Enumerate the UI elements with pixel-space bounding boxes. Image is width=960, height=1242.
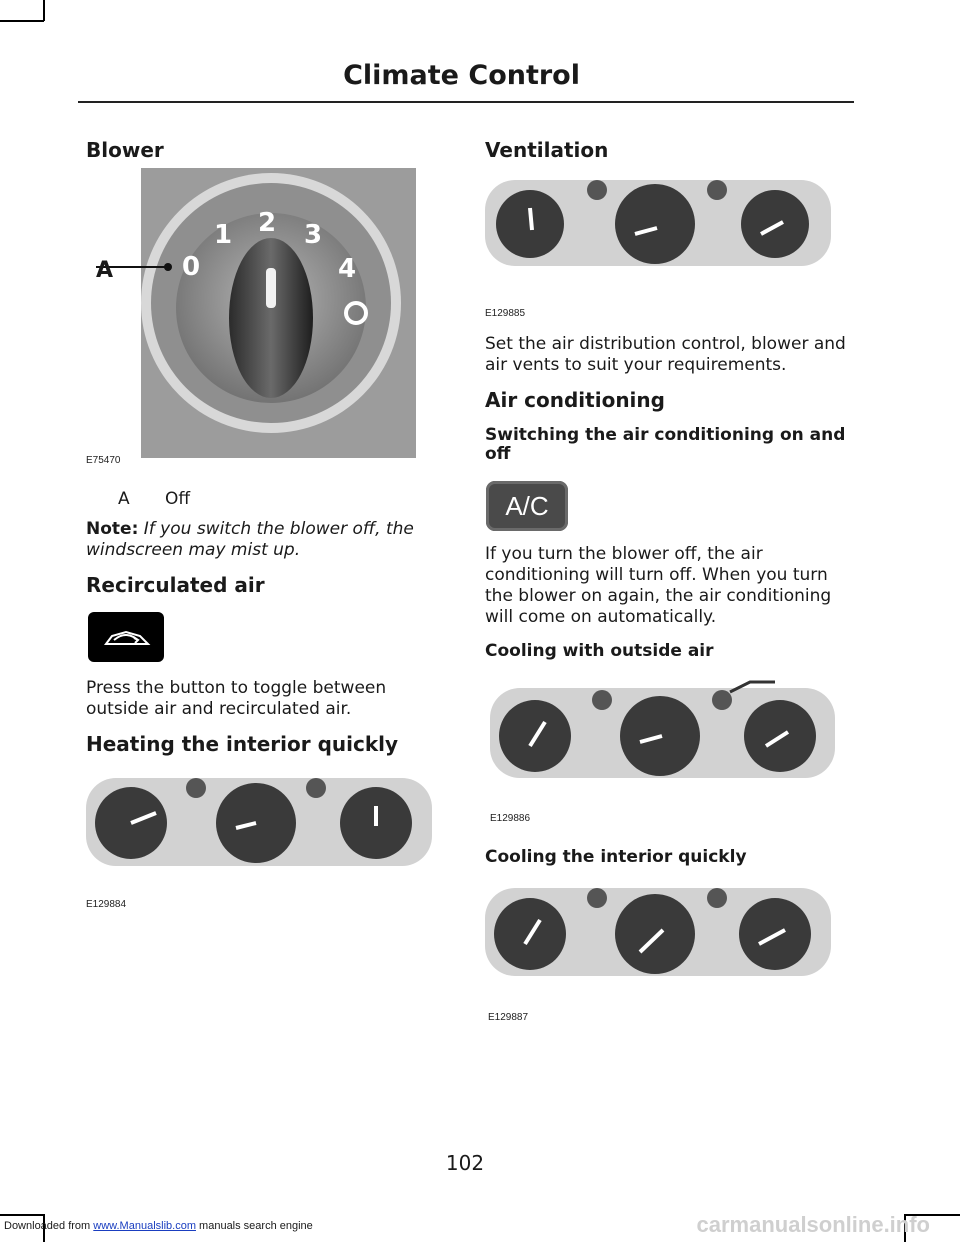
recirculated-text: Press the button to toggle between outside air and recirculated air. (86, 678, 387, 719)
heating-heading: Heating the interior quickly (86, 732, 399, 756)
blower-heading: Blower (86, 138, 164, 162)
footer-suffix: manuals search engine (199, 1220, 313, 1232)
dial-number-4: 4 (338, 254, 357, 284)
image-code: E129886 (490, 813, 531, 824)
image-code: E129885 (485, 308, 526, 319)
dial-number-0: 0 (182, 252, 201, 282)
control-panel-illustration (485, 172, 831, 272)
recirculated-heading: Recirculated air (86, 573, 265, 597)
watermark: carmanualsonline.info (696, 1212, 930, 1237)
recirculated-air-icon (88, 612, 164, 662)
image-code: E129887 (488, 1012, 529, 1023)
note-label: Note: (86, 519, 139, 539)
control-panel-illustration (490, 676, 835, 784)
footer-prefix: Downloaded from (4, 1220, 91, 1232)
cooling-quick-heading: Cooling the interior quickly (485, 847, 747, 867)
legend-key: A (118, 489, 130, 509)
switching-ac-subheading: Switching the air conditioning on and off (485, 425, 846, 464)
callout-label: A (96, 258, 114, 283)
header-rule (78, 101, 854, 103)
crop-mark (0, 20, 44, 22)
note-text: If you switch the blower off, the windscreen may mist up. (86, 519, 414, 560)
note-paragraph (86, 519, 436, 561)
air-conditioning-heading: Air conditioning (485, 388, 665, 412)
dial-number-3: 3 (304, 220, 323, 250)
page-title: Climate Control (343, 60, 580, 91)
dial-number-1: 1 (214, 220, 233, 250)
cooling-outside-heading: Cooling with outside air (485, 641, 714, 661)
ventilation-text: Set the air distribution control, blower and air vents to suit your requirements. (485, 334, 846, 375)
crop-mark (43, 0, 45, 21)
dial-number-2: 2 (258, 208, 277, 238)
image-code: E75470 (86, 455, 121, 466)
manualslib-link[interactable]: www.Manualslib.com (93, 1220, 196, 1232)
legend-value: Off (165, 489, 191, 509)
ventilation-heading: Ventilation (485, 138, 609, 162)
aircon-text: If you turn the blower off, the air conditioning will turn off. When you turn the blower on again, the air conditioning will come on automatically. (485, 544, 832, 627)
image-code: E129884 (86, 899, 127, 910)
blower-dial-illustration (86, 168, 416, 458)
footer-text (4, 1220, 313, 1232)
control-panel-illustration (86, 768, 432, 873)
page-number: 102 (445, 1151, 485, 1175)
ac-button-icon: A/C (486, 481, 568, 531)
control-panel-illustration (485, 880, 831, 982)
